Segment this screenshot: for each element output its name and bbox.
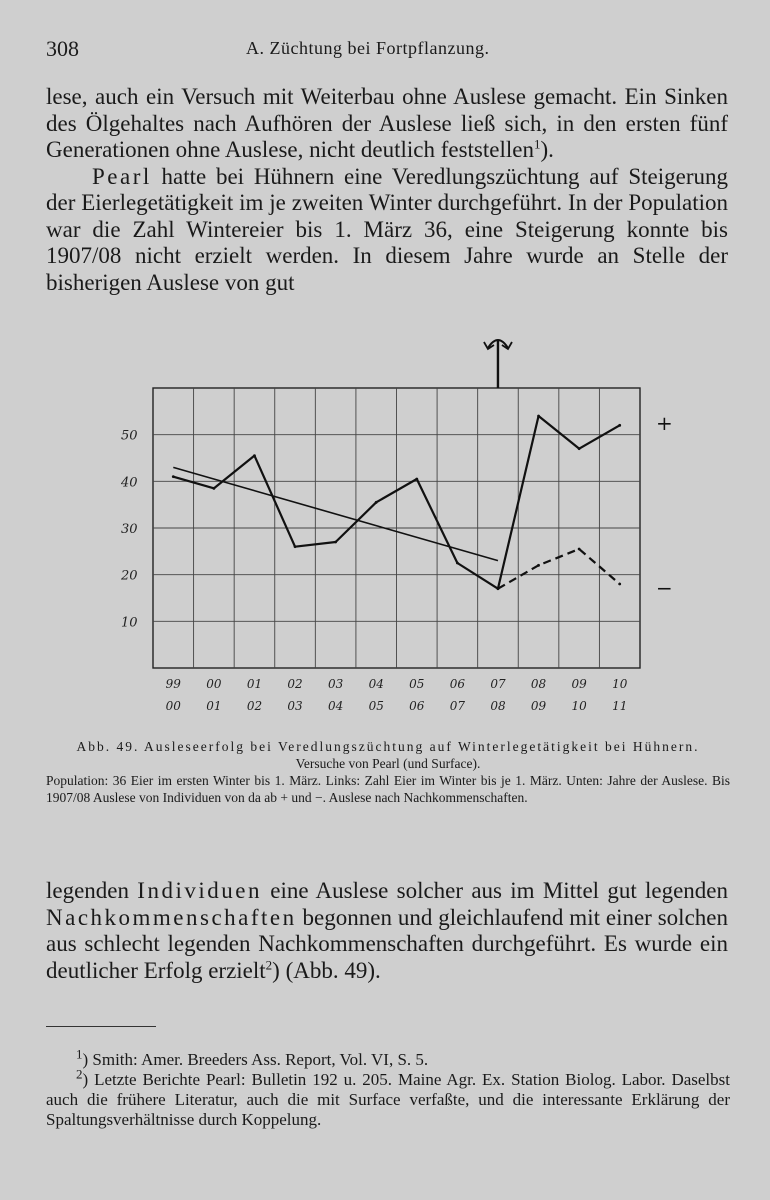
x-tick-label-top: 00 <box>206 677 222 691</box>
x-tick-label-bottom: 07 <box>449 699 466 713</box>
footnote-1: $^1$) Smith: Amer. Breeders Ass. Report, Vol. VI, S. 5. <box>76 1046 429 1069</box>
footnote-ref-2: 2 <box>265 956 273 972</box>
caption-title: Abb. 49. Ausleseerfolg bei Veredlungszüchtung auf Winterlegetätigkeit bei Hühnern. <box>76 739 700 754</box>
spaced-word-nachkommenschaften: Nachkommenschaften <box>46 904 297 930</box>
caption-subtitle: Versuche von Pearl (und Surface). <box>295 756 481 771</box>
x-tick-label-bottom: 09 <box>530 699 547 713</box>
author-name-pearl: Pearl <box>92 163 152 189</box>
x-tick-label-bottom: 06 <box>409 699 425 713</box>
y-tick-label: 30 <box>121 522 138 537</box>
text-block-top <box>46 84 728 296</box>
egg-laying-chart <box>110 330 673 720</box>
x-tick-label-top: 08 <box>530 677 547 691</box>
x-tick-label-top: 07 <box>490 677 506 691</box>
data-point-solid <box>334 541 337 544</box>
data-point-solid <box>172 475 175 478</box>
footnote-2: $^2$) Letzte Berichte Pearl: Bulletin 192 u. 205. Maine Agr. Ex. Station Biolog. Labor. Daselbst auch die frühere Literatur, auch die mit Surface verfaßte, und die interessante Erklärung der Spaltungsverhältnisse durch Koppelung. <box>46 1066 730 1129</box>
figure-caption <box>46 738 730 806</box>
paragraph-2: Pearl hatte bei Hühnern eine Veredlungszüchtung auf Steigerung der Eierlegetätigkeit im je zweiten Winter durchgeführt. In der Population war die Zahl Wintereier bis 1. März 36, eine Steigerung konnte bis 1907/08 nicht erzielt werden. In diesem Jahre wurde an Stelle der bisherigen Auslese von gut <box>46 163 728 295</box>
data-point-solid <box>253 454 256 457</box>
data-point-solid <box>537 415 540 418</box>
data-point-solid <box>375 501 378 504</box>
data-point-dashed <box>578 548 581 551</box>
x-tick-label-top: 03 <box>327 677 344 691</box>
data-point-solid <box>212 487 215 490</box>
x-tick-label-bottom: 03 <box>287 699 303 713</box>
data-point-solid <box>415 478 418 481</box>
data-point-solid <box>456 562 459 565</box>
x-tick-label-bottom: 10 <box>571 699 587 713</box>
plus-selection-mark: + <box>656 411 673 435</box>
paragraph-1: lese, auch ein Versuch mit Weiterbau ohne Auslese gemacht. Ein Sinken des Ölgehaltes nach Aufhören der Auslese ließ sich, in den ersten fünf Generationen ohne Auslese, nicht deutlich feststellen$^1$). <box>46 84 728 162</box>
y-tick-label: 20 <box>121 568 138 584</box>
y-tick-label: 10 <box>121 615 138 631</box>
x-tick-label-top: 09 <box>571 677 587 691</box>
x-tick-label-top: 04 <box>368 677 384 691</box>
minus-selection-mark: − <box>656 576 673 600</box>
footnotes <box>46 1046 730 1130</box>
caption-text: Population: 36 Eier im ersten Winter bis 1. März. Links: Zahl Eier im Winter bis je 1. März. Unten: Jahre der Auslese. Bis 1907/08 Auslese von Individuen von da ab + und −. Auslese nach Nachkommenschaften. <box>46 773 730 805</box>
running-title: A. Züchtung bei Fortpflanzung. <box>246 38 490 58</box>
data-point-solid <box>294 545 297 548</box>
data-point-solid <box>618 424 621 427</box>
footnote-separator <box>46 1026 156 1027</box>
x-tick-label-bottom: 00 <box>165 699 181 713</box>
x-tick-label-top: 10 <box>612 677 628 691</box>
text-block-bottom <box>46 878 728 984</box>
y-tick-label: 50 <box>121 428 138 444</box>
figure-49 <box>110 330 673 720</box>
data-point-dashed <box>497 587 500 590</box>
x-tick-label-bottom: 11 <box>612 699 628 713</box>
x-tick-label-top: 05 <box>409 677 425 691</box>
data-point-solid <box>578 447 581 450</box>
x-tick-label-top: 99 <box>165 677 181 691</box>
spaced-word-individuen: Individuen <box>137 878 262 903</box>
x-tick-label-top: 06 <box>449 677 466 691</box>
data-point-dashed <box>537 564 540 567</box>
page-number: 308 <box>46 36 79 61</box>
x-tick-label-bottom: 05 <box>368 699 384 713</box>
footnote-ref-1: 1 <box>533 136 541 152</box>
x-tick-label-bottom: 04 <box>327 699 344 713</box>
x-tick-label-bottom: 08 <box>490 699 506 713</box>
x-tick-label-bottom: 01 <box>206 699 222 713</box>
x-tick-label-bottom: 02 <box>246 699 263 713</box>
paragraph-3: legenden Individuen eine Auslese solcher aus im Mittel gut legenden Nachkommenschaften begonnen und gleichlaufend mit einer solchen aus schlecht legenden Nachkommenschaften durchgeführt. Es wurde ein deutlicher Erfolg erzielt$^2$) (Abb. 49). <box>46 878 728 983</box>
x-tick-label-top: 01 <box>246 677 263 691</box>
page-header <box>46 36 724 64</box>
y-tick-label: 40 <box>121 475 138 491</box>
data-point-dashed <box>618 583 621 586</box>
x-tick-label-top: 02 <box>287 677 303 691</box>
